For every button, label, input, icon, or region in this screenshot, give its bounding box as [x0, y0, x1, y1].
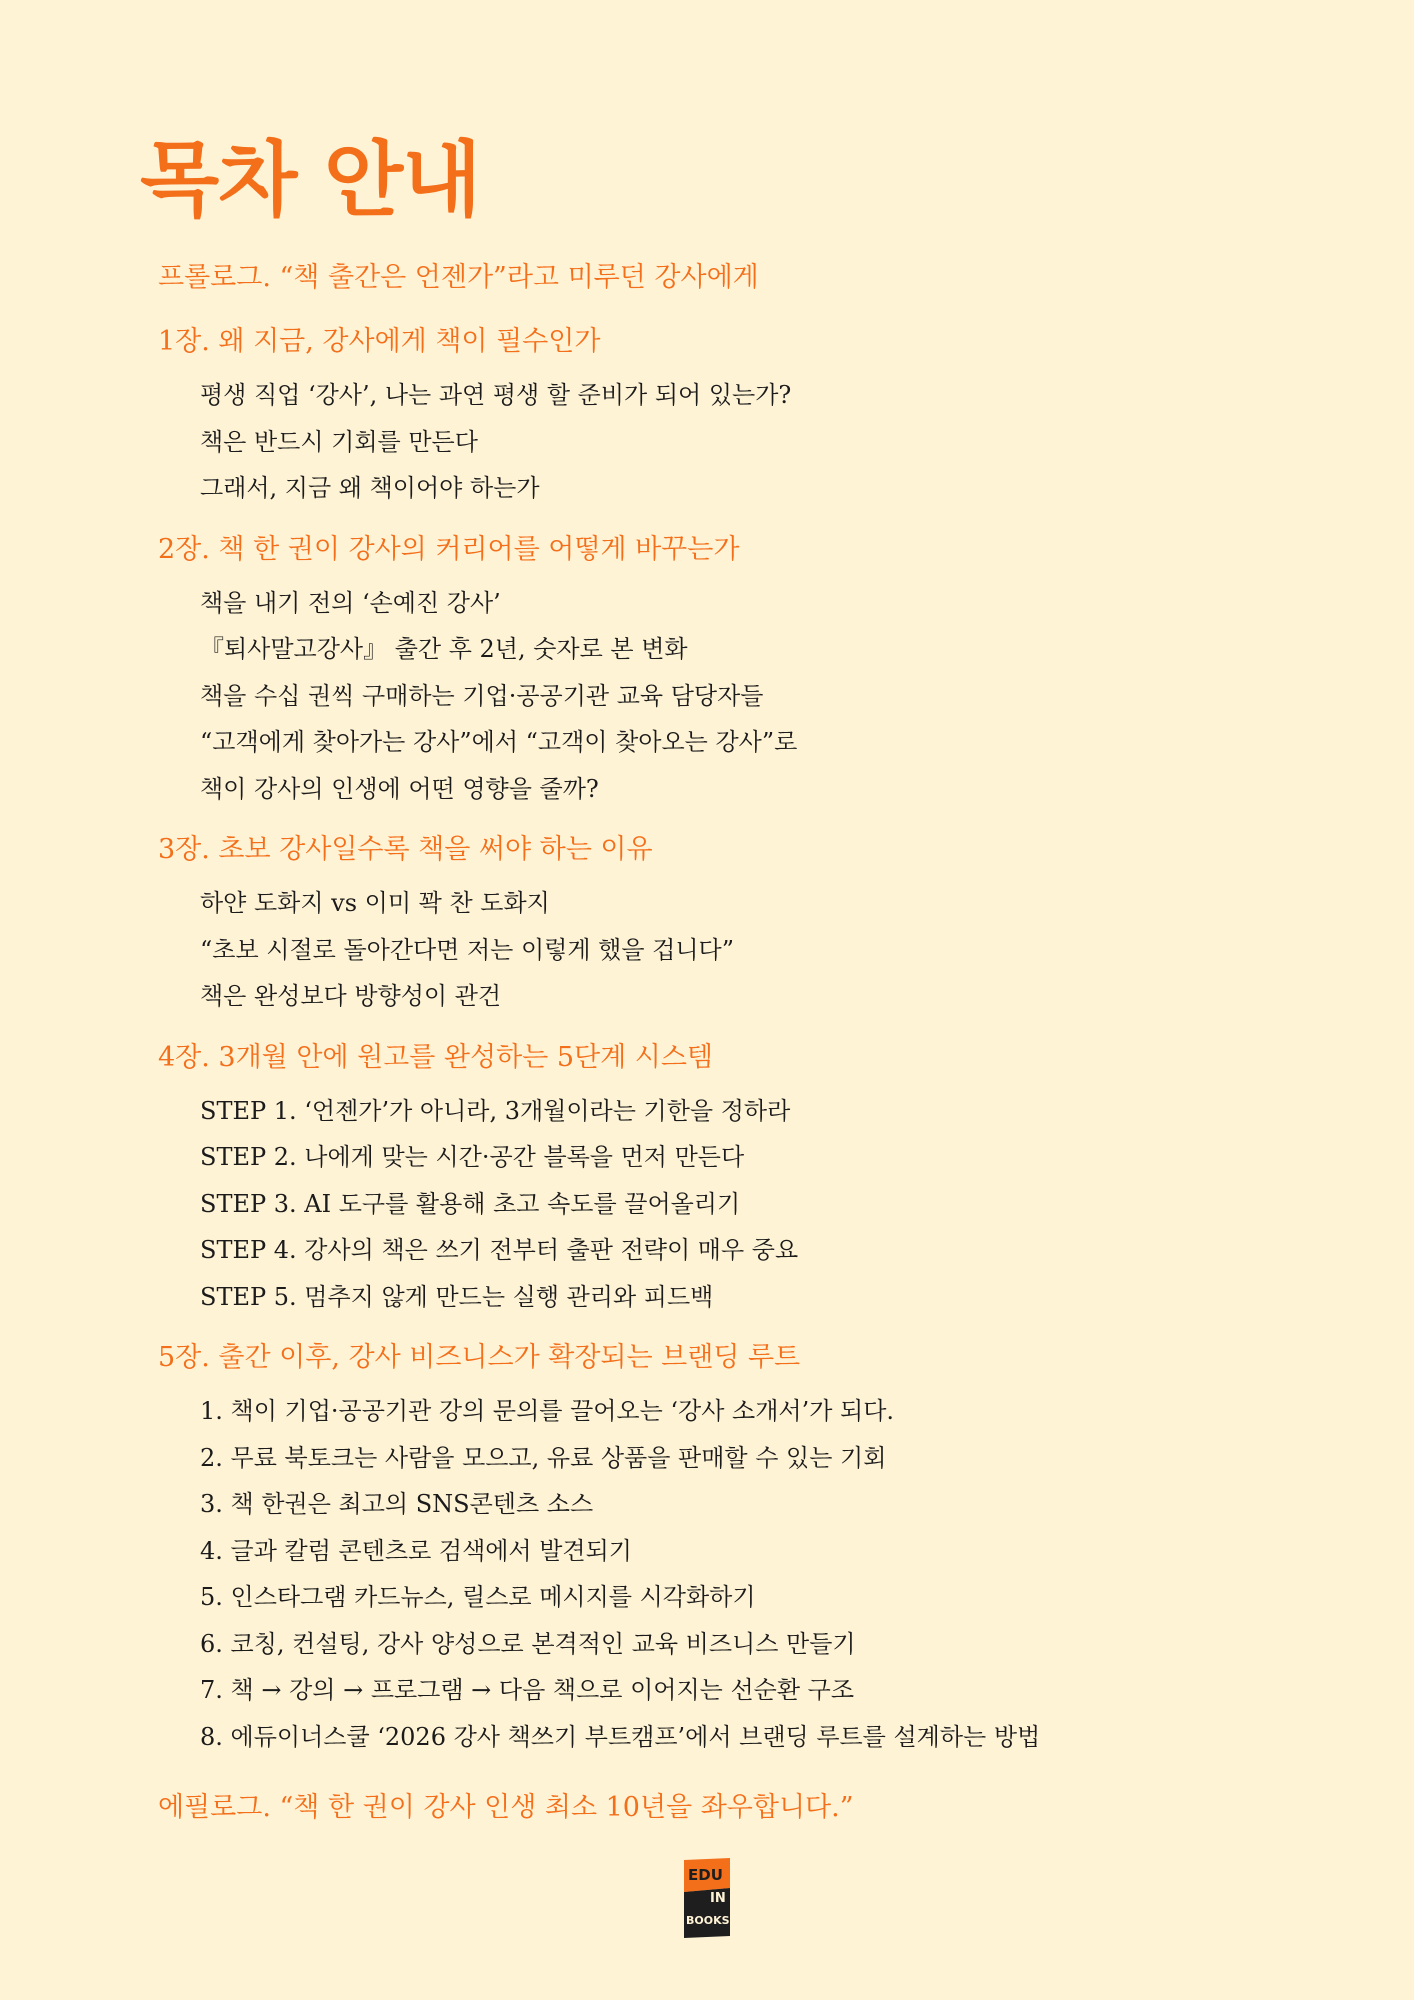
toc-item: STEP 2. 나에게 맞는 시간·공간 블록을 먼저 만든다: [200, 1143, 745, 1171]
logo-text-books: BOOKS: [686, 1914, 730, 1927]
chapter-4-items: [158, 1088, 1308, 1321]
toc-item: 책을 수십 권씩 구매하는 기업·공공기관 교육 담당자들: [200, 681, 764, 710]
toc-item: 책은 반드시 기회를 만든다: [200, 427, 478, 456]
toc-item: “고객에게 찾아가는 강사”에서 “고객이 찾아오는 강사”로: [200, 728, 798, 756]
chapter-list: [158, 322, 1308, 1760]
chapter-2-items: [158, 580, 1308, 813]
chapter-heading-5: 5장. 출간 이후, 강사 비즈니스가 확장되는 브랜딩 루트: [158, 1342, 801, 1373]
toc-item: 8. 에듀이너스쿨 ‘2026 강사 책쓰기 부트캠프’에서 브랜딩 루트를 설계하는 방법: [200, 1722, 1041, 1751]
toc-item: “초보 시절로 돌아간다면 저는 이렇게 했을 겁니다”: [200, 935, 734, 964]
logo-text-edu: EDU: [688, 1866, 723, 1884]
toc-item: 책이 강사의 인생에 어떤 영향을 줄까?: [200, 774, 599, 803]
chapter-5-items: [158, 1388, 1308, 1760]
toc-item: 하얀 도화지 vs 이미 꽉 찬 도화지: [200, 889, 550, 917]
toc-item: 7. 책 → 강의 → 프로그램 → 다음 책으로 이어지는 선순환 구조: [200, 1676, 855, 1704]
chapter-heading-2: 2장. 책 한 권이 강사의 커리어를 어떻게 바꾸는가: [158, 533, 740, 565]
chapter-heading-1: 1장. 왜 지금, 강사에게 책이 필수인가: [158, 326, 601, 357]
toc-item: 책은 완성보다 방향성이 관건: [200, 982, 502, 1010]
logo-text-in: IN: [710, 1891, 726, 1906]
toc-item: STEP 3. AI 도구를 활용해 초고 속도를 끌어올리기: [200, 1189, 741, 1218]
toc-item: STEP 5. 멈추지 않게 만드는 실행 관리와 피드백: [200, 1282, 714, 1311]
toc-item: 『퇴사말고강사』 출간 후 2년, 숫자로 본 변화: [200, 635, 688, 663]
toc-item: STEP 1. ‘언젠가’가 아니라, 3개월이라는 기한을 정하라: [200, 1096, 791, 1125]
toc-item: 4. 글과 칼럼 콘텐츠로 검색에서 발견되기: [200, 1536, 632, 1565]
toc-item: STEP 4. 강사의 책은 쓰기 전부터 출판 전략이 매우 중요: [200, 1236, 799, 1264]
page-title: 목차 안내: [140, 133, 481, 228]
chapter-heading-4: 4장. 3개월 안에 원고를 완성하는 5단계 시스템: [158, 1041, 714, 1073]
toc-item: 5. 인스타그램 카드뉴스, 릴스로 메시지를 시각화하기: [200, 1583, 756, 1611]
epilogue-entry: 에필로그. “책 한 권이 강사 인생 최소 10년을 좌우합니다.”: [158, 1792, 854, 1823]
table-of-contents: [158, 258, 1308, 1828]
toc-item: 평생 직업 ‘강사’, 나는 과연 평생 할 준비가 되어 있는가?: [200, 381, 792, 409]
publisher-logo: [680, 1858, 734, 1938]
prologue-entry: 프롤로그. “책 출간은 언젠가”라고 미루던 강사에게: [158, 262, 759, 293]
toc-item: 2. 무료 북토크는 사람을 모으고, 유료 상품을 판매할 수 있는 기회: [200, 1443, 887, 1472]
chapter-3-items: [158, 880, 1308, 1020]
toc-item: 3. 책 한권은 최고의 SNS콘텐츠 소스: [200, 1490, 594, 1518]
toc-item: 책을 내기 전의 ‘손예진 강사’: [200, 588, 501, 617]
toc-item: 6. 코칭, 컨설팅, 강사 양성으로 본격적인 교육 비즈니스 만들기: [200, 1629, 856, 1658]
chapter-heading-3: 3장. 초보 강사일수록 책을 써야 하는 이유: [158, 834, 653, 865]
toc-item: 1. 책이 기업·공공기관 강의 문의를 끌어오는 ‘강사 소개서’가 되다.: [200, 1397, 895, 1425]
toc-item: 그래서, 지금 왜 책이어야 하는가: [200, 474, 540, 502]
chapter-1-items: [158, 372, 1308, 512]
